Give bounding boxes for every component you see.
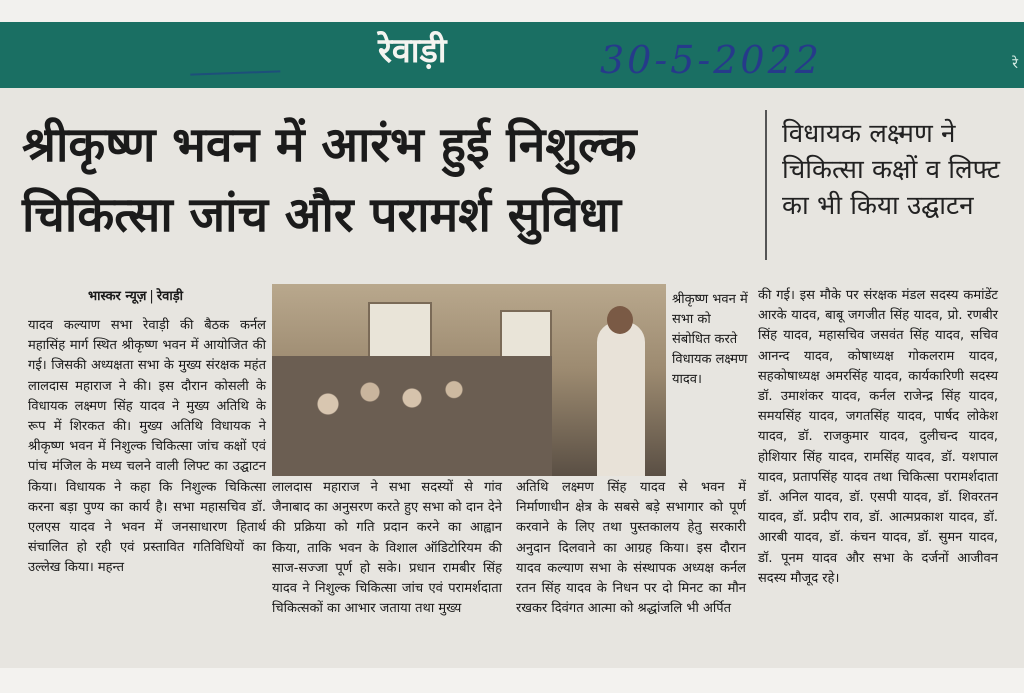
byline-source: भास्कर न्यूज़ xyxy=(88,289,147,304)
photo-speaker-head xyxy=(607,306,633,334)
headline-line-2: चिकित्सा जांच और परामर्श सुविधा xyxy=(22,187,622,243)
section-city-title: रेवाड़ी xyxy=(378,31,447,71)
cut-off-edge-text: रे xyxy=(1012,56,1018,72)
headline-line-1: श्रीकृष्ण भवन में आरंभ हुई निशुल्क xyxy=(22,117,637,173)
bottom-paper-strip xyxy=(0,668,1024,693)
article-column-4: की गई। इस मौके पर संरक्षक मंडल सदस्य कमांडेंट आरके यादव, बाबू जगजीत सिंह यादव, प्रो. रणबीर सिंह यादव, महासचिव जसवंत सिंह यादव, सचिव आनन्द यादव, कोषाध्यक्ष गोकलराम यादव, सहकोषाध्यक्ष अमरसिंह यादव, कार्यकारिणी सदस्य डॉ. उमाशंकर यादव, कर्नल राजेन्द्र सिंह यादव, समयसिंह यादव, जगतसिंह यादव, पार्षद लोकेश यादव, डॉ. राजकुमार यादव, दुलीचन्द यादव, होशियार सिंह यादव, रामसिंह यादव, डॉ. यशपाल यादव, प्रतापसिंह यादव तथा चिकित्सा परामर्शदाता डॉ. अनिल यादव, डॉ. एसपी यादव, डॉ. शिवरतन यादव, डॉ. प्रदीप राव, डॉ. आत्मप्रकाश यादव, डॉ. आरबी यादव, डॉ. कंचन यादव, डॉ. सुमन यादव, डॉ. पूनम यादव और सभा के दर्जनों आजीवन सदस्य मौजूद रहे। xyxy=(758,288,998,586)
pen-scribble xyxy=(190,54,281,75)
photo-window-left xyxy=(368,302,432,364)
side-heading: विधायक लक्ष्मण ने चिकित्सा कक्षों व लिफ्ट का भी किया उद्घाटन xyxy=(782,119,1001,221)
article-column-3: अतिथि लक्ष्मण सिंह यादव से भवन में निर्माणाधीन क्षेत्र के सबसे बड़े सभागार को पूर्ण करवाने के लिए तथा पुस्तकालय हेतु सरकारी अनुदान दिलवाने का आग्रह किया। इस दौरान यादव कल्याण सभा के संस्थापक अध्यक्ष कर्नल रतन सिंह यादव के निधन पर दो मिनट का मौन रखकर दिवंगत आत्मा को श्रद्धांजलि भी अर्पित xyxy=(516,480,746,617)
handwritten-date: 30-5-2022 xyxy=(600,38,822,82)
news-photo xyxy=(272,284,666,476)
photo-caption: श्रीकृष्ण भवन में सभा को संबोधित करते विधायक लक्ष्मण यादव। xyxy=(672,292,748,387)
main-headline xyxy=(22,110,772,250)
top-paper-strip xyxy=(0,0,1024,22)
byline-place: रेवाड़ी xyxy=(156,289,184,304)
article-column-2: लालदास महाराज ने सभा सदस्यों से गांव जैनाबाद का अनुसरण करते हुए सभा को दान देने की प्रक्रिया को गति प्रदान करने का आह्वान किया, ताकि भवन के विशाल ऑडिटोरियम की साज-सज्जा पूर्ण हो सके। प्रधान रामबीर सिंह यादव ने निशुल्क चिकित्सा जांच एवं परामर्शदाता चिकित्सकों का आभार जताया तथा मुख्य xyxy=(272,480,502,617)
byline: भास्कर न्यूज़ | रेवाड़ी xyxy=(88,289,184,304)
article-column-1: यादव कल्याण सभा रेवाड़ी की बैठक कर्नल महासिंह मार्ग स्थित श्रीकृष्ण भवन में आयोजित की गई। जिसकी अध्यक्षता सभा के मुख्य संरक्षक महंत लालदास महाराज ने की। इस दौरान कोसली के विधायक लक्ष्मण सिंह यादव ने मुख्य अतिथि के रूप में शिरकत की। मुख्य अतिथि विधायक ने श्रीकृष्ण भवन में निशुल्क चिकित्सा जांच कक्षों एवं पांच मंजिल के मध्य चलने वाली लिफ्ट का उद्घाटन किया। विधायक ने कहा कि निशुल्क चिकित्सा करना बड़ा पुण्य का कार्य है। सभा महासचिव डॉ. एलएस यादव ने भवन में जनसाधारण हितार्थ संचालित हो रही एवं प्रस्तावित गतिविधियों का उल्लेख किया। महन्त xyxy=(28,318,266,576)
vertical-rule xyxy=(765,110,767,260)
photo-audience xyxy=(272,356,552,476)
photo-speaker xyxy=(597,322,645,476)
section-header xyxy=(0,22,1024,88)
